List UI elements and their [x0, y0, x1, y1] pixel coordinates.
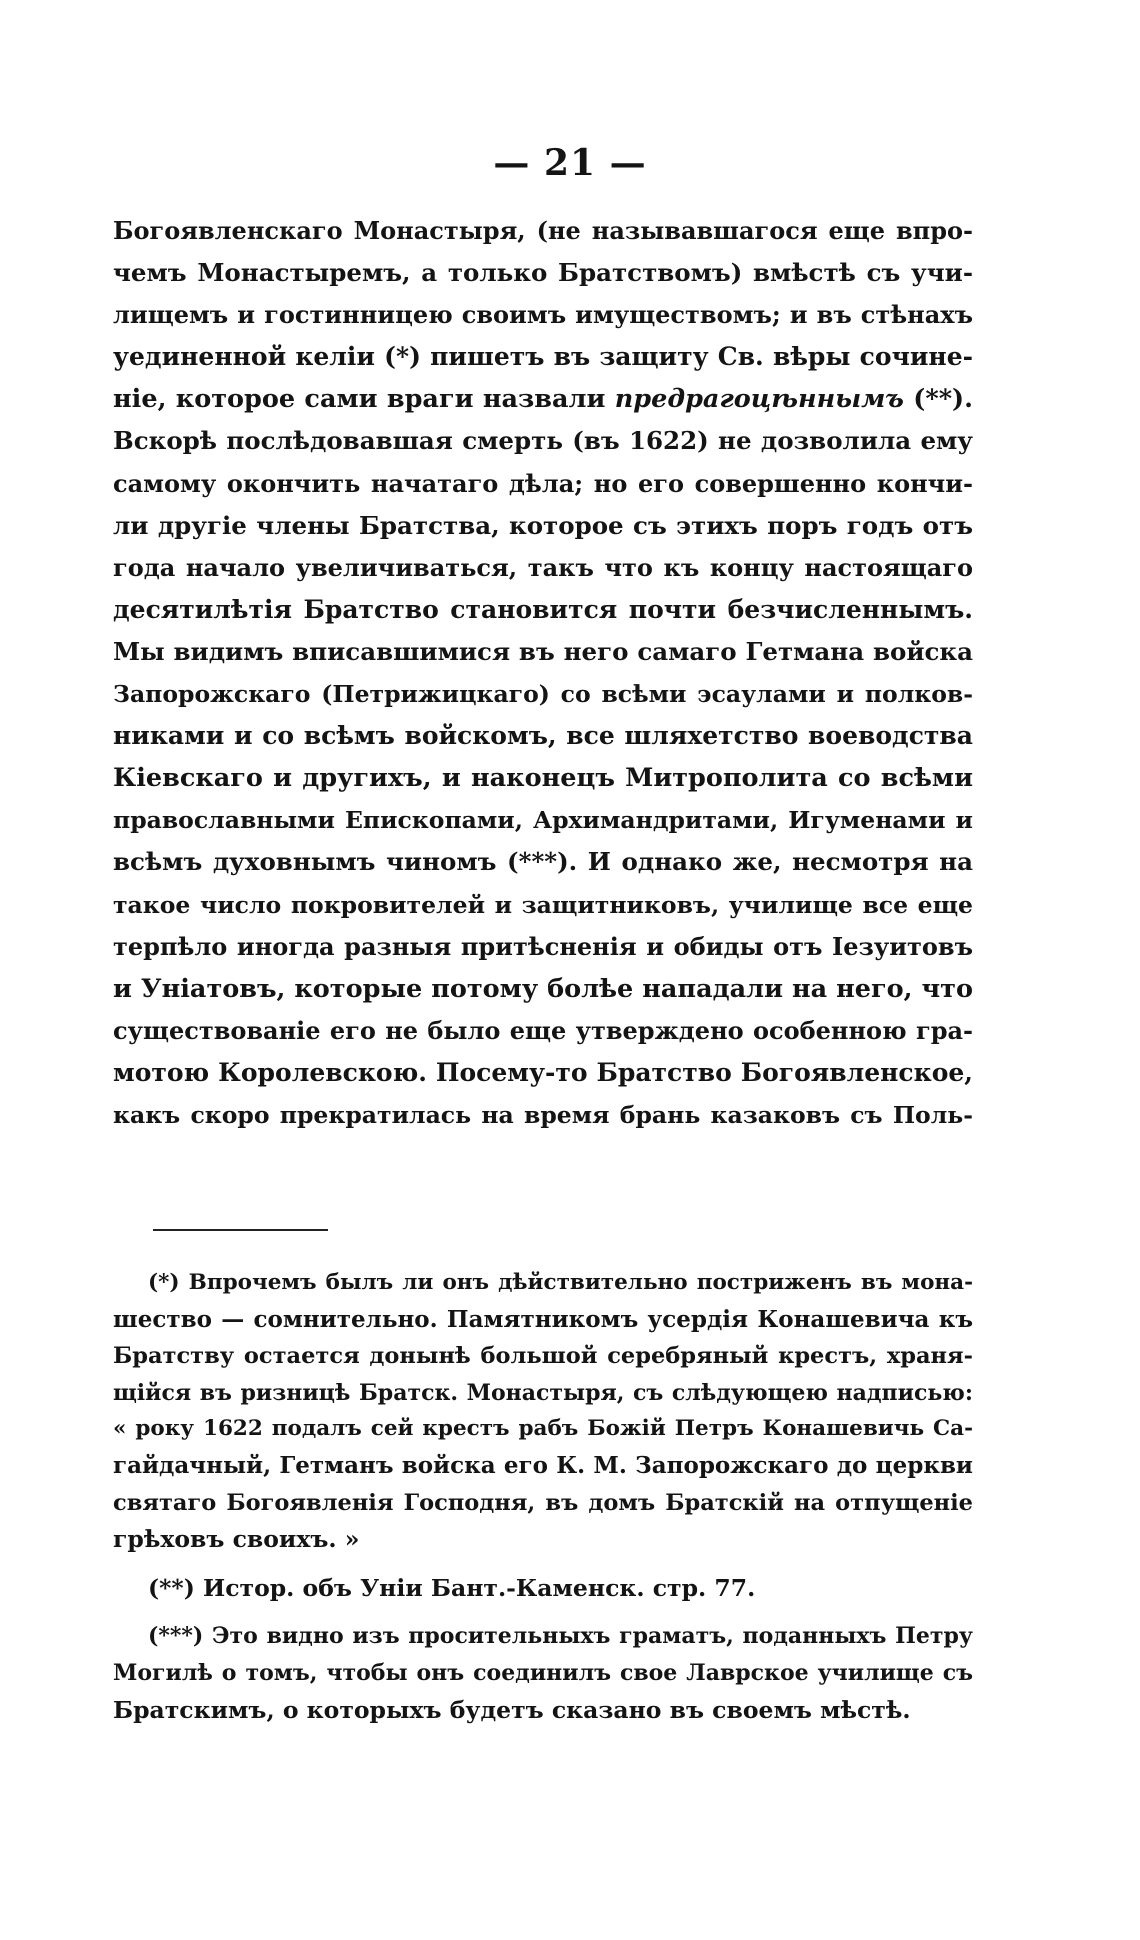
text-line: существованіе его не было еще утверждено особенною гра- — [113, 1015, 973, 1045]
text-line: Запорожскаго (Петрижицкаго) со всѣми эсаулами и полков- — [113, 680, 973, 709]
footnote-line: (**) Истор. объ Уніи Бант.-Каменск. стр. 77. — [148, 1573, 756, 1602]
text-line: Вскорѣ послѣдовавшая смерть (въ 1622) не дозволила ему — [113, 426, 973, 456]
footnote-line: « року 1622 подалъ сей крестъ рабъ Божій Петръ Конашевичь Са- — [113, 1416, 973, 1442]
footnotes — [113, 1265, 973, 1728]
footnote-line: святаго Богоявленія Господня, въ домъ Братскій на отпущеніе — [113, 1489, 973, 1516]
main-text-body — [113, 210, 973, 1136]
text-line: Богоявленскаго Монастыря, (не называвшагося еще впро- — [113, 216, 973, 245]
footnote-line: Братскимъ, о которыхъ будетъ сказано въ своемъ мѣстѣ. — [113, 1695, 911, 1724]
text-line: и Уніатовъ, которые потому болѣе нападали на него, что — [113, 973, 973, 1004]
footnote-line: Могилѣ о томъ, чтобы онъ соединилъ свое Лаврское училище съ — [113, 1659, 973, 1686]
text-line: никами и со всѣмъ войскомъ, все шляхетство воеводства — [113, 721, 973, 751]
footnote-1 — [113, 1265, 973, 1558]
footnote-line: Братству остается донынѣ большой серебряный крестъ, храня- — [113, 1343, 973, 1370]
text-line: терпѣло иногда разныя притѣсненія и обиды отъ Іезуитовъ — [113, 931, 973, 961]
text-line-end: (**). — [903, 384, 973, 415]
text-line: православными Епископами, Архимандритами, Игуменами и — [113, 806, 973, 835]
text-line: десятилѣтія Братство становится почти безчисленнымъ. — [113, 594, 973, 624]
text-line-start: ніе, которое сами враги назвали — [113, 384, 615, 415]
footnote-3 — [113, 1618, 973, 1728]
text-line: чемъ Монастыремъ, а только Братствомъ) вмѣстѣ съ учи- — [113, 258, 973, 288]
text-line: всѣмъ духовнымъ чиномъ (***). И однако же, несмотря на — [113, 847, 973, 877]
text-line: Кіевскаго и другихъ, и наконецъ Митрополита со всѣми — [113, 763, 973, 794]
footnote-line: щійся въ ризницѣ Братск. Монастыря, съ слѣдующею надписью: — [113, 1379, 973, 1406]
text-line-with-italic — [113, 378, 973, 420]
text-line: какъ скоро прекратилась на время брань казаковъ съ Поль- — [113, 1100, 973, 1129]
footnote-2 — [113, 1570, 973, 1607]
footnote-separator — [153, 1229, 328, 1231]
footnote-line: (*) Впрочемъ былъ ли онъ дѣйствительно постриженъ въ мона- — [148, 1270, 973, 1295]
text-line: самому окончить начатаго дѣла; но его совершенно кончи- — [113, 468, 973, 498]
text-line: мотою Королевскою. Посему-то Братство Богоявленское, — [113, 1057, 973, 1087]
text-line: такое число покровителей и защитниковъ, училище все еще — [113, 890, 973, 919]
footnote-line: (***) Это видно изъ просительныхъ граматъ, поданныхъ Петру — [148, 1623, 973, 1650]
footnote-line: грѣховъ своихъ. » — [113, 1525, 360, 1554]
text-line: ли другіе члены Братства, которое съ этихъ поръ годъ отъ — [113, 510, 973, 540]
page-number: — 21 — — [493, 142, 647, 184]
text-line: уединенной келіи (*) пишетъ въ защиту Св. вѣры сочине- — [113, 342, 973, 372]
text-line: Мы видимъ вписавшимися въ него самаго Гетмана войска — [113, 636, 973, 666]
footnote-line: гайдачный, Гетманъ войска его К. М. Запорожскаго до церкви — [113, 1451, 973, 1479]
italic-phrase: предрагоцѣннымъ — [614, 384, 904, 415]
footnote-line: шество — сомнительно. Памятникомъ усердія Конашевича къ — [113, 1305, 973, 1333]
text-line: лищемъ и гостинницею своимъ имуществомъ; и въ стѣнахъ — [113, 300, 973, 330]
text-line: года начало увеличиваться, такъ что къ концу настоящаго — [113, 552, 973, 582]
